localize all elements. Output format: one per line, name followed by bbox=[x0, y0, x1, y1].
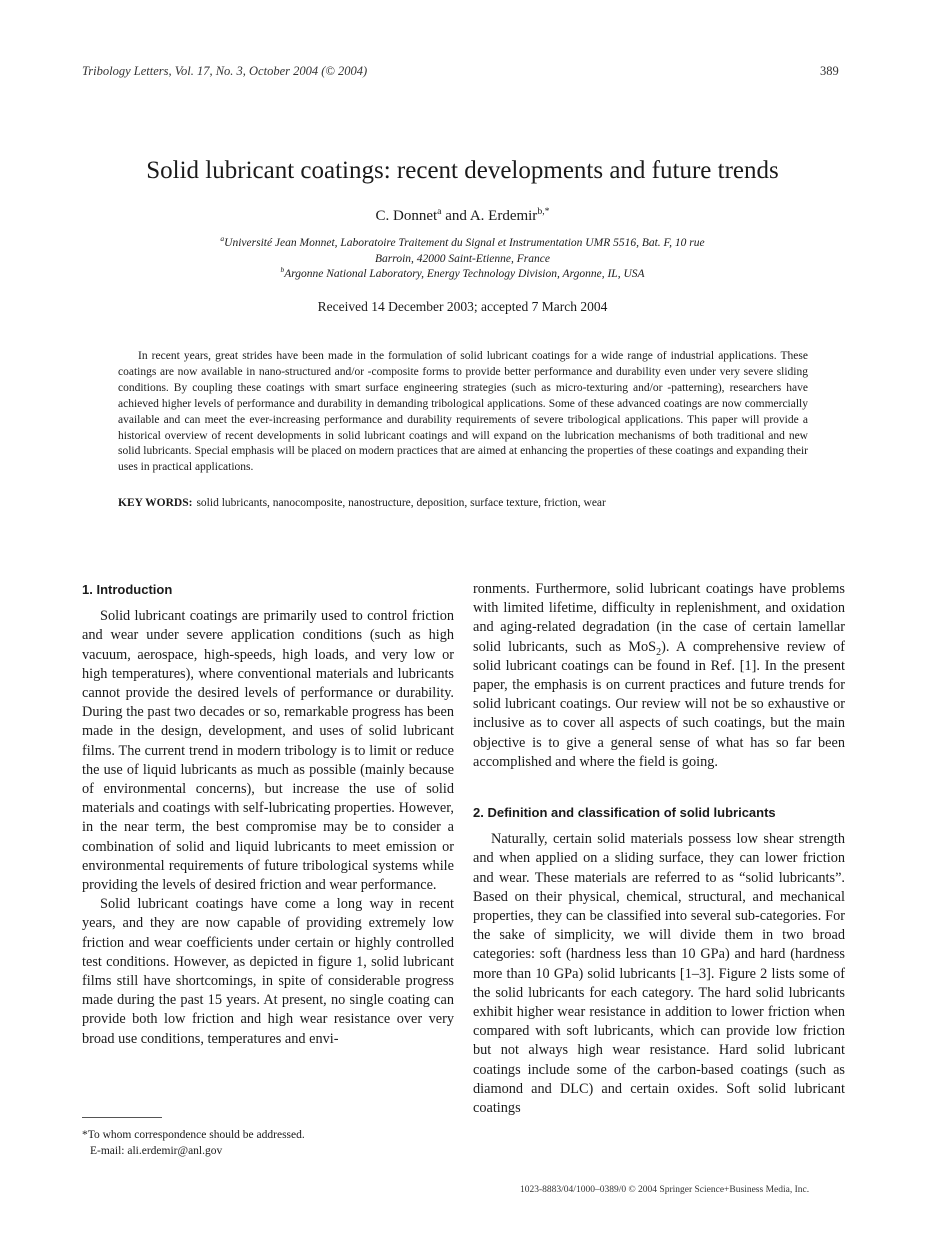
affiliation-a bbox=[110, 236, 815, 252]
intro-cont-text-2: ). A comprehensive review of solid lubricant coatings can be found in Ref. [1]. In the present paper, the emphasis is on current practices and future trends for solid lubricant coatings. Our review will not be so exhaustive or inclusive as to cover all aspects of such coatings, but the main objective is to give a general sense of what has so far been accomplished and where the field is going. bbox=[473, 638, 845, 770]
author-conjunction: and bbox=[441, 208, 470, 224]
section-heading-definition: 2. Definition and classification of solid lubricants bbox=[473, 805, 776, 821]
right-column bbox=[473, 580, 845, 1118]
author-1-affil: a bbox=[437, 206, 442, 217]
affil-a-line2: Barroin, 42000 Saint-Etienne, France bbox=[375, 252, 550, 265]
keywords bbox=[118, 497, 808, 509]
copyright-footer: 1023-8883/04/1000–0389/0 © 2004 Springer Science+Business Media, Inc. bbox=[520, 1185, 810, 1195]
affiliation-b bbox=[110, 267, 815, 283]
author-2: A. Erdemir bbox=[469, 208, 538, 224]
paragraph-intro-continued bbox=[473, 580, 845, 772]
left-column bbox=[82, 580, 454, 1049]
keywords-label: KEY WORDS: bbox=[118, 497, 193, 509]
footnote-divider bbox=[82, 1117, 162, 1118]
paragraph-intro-2: Solid lubricant coatings have come a long way in recent years, and they are now capable of providing extremely low friction and wear coefficients under certain or highly controlled test conditions. However, as depicted in figure 1, solid lubricant films still have shortcomings, in spite of considerable progress made during the past 15 years. At present, no single coating can provide both low friction and high wear resistance over very broad use conditions, temperatures and envi- bbox=[82, 896, 454, 1047]
affil-b-text: Argonne National Laboratory, Energy Technology Division, Argonne, IL, USA bbox=[284, 268, 645, 280]
affil-a-line1: Université Jean Monnet, Laboratoire Traitement du Signal et Instrumentation UMR 5516, Bat. F, 10 rue bbox=[224, 237, 705, 249]
author-2-affil: b,* bbox=[537, 206, 550, 217]
author-1: C. Donnet bbox=[375, 208, 438, 224]
affil-b-mark: b bbox=[280, 265, 285, 275]
paragraph-definition-1: Naturally, certain solid materials possess low shear strength and when applied on a sliding surface, they can lower friction and wear. These materials are referred to as “solid lubricants”. Based on their physical, chemical, structural, and mechanical properties, they can be classified into several sub-categories. For the sake of simplicity, we will divide them in two broad categories: soft (hardness less than 10 GPa) and hard (hardness more than 10 GPa) solid lubricants [1–3]. Figure 2 lists some of the solid lubricants for each category. The hard solid lubricants exhibit higher wear resistance in addition to lower friction when compared with soft lubricants, which can provide low friction but not always high wear resistance. Hard solid lubricant coatings include some of the carbon-based coatings (such as diamond and DLC) and certain oxides. Soft solid lubricant coatings bbox=[473, 831, 845, 1117]
received-dates: Received 14 December 2003; accepted 7 March 2004 bbox=[317, 299, 608, 314]
abstract: In recent years, great strides have been made in the formulation of solid lubricant coatings for a wide range of industrial applications. These coatings are now available in nano-structured and/or -composite forms to provide better performance and durability even under very severe sliding conditions. By coupling these coatings with smart surface engineering strategies (such as micro-texturing and/or -patterning), researchers have achieved higher levels of performance and durability in demanding tribological applications. Some of these advanced coatings are now commercially available and can meet the ever-increasing performance and durability requirements of severe tribological applications. This paper will provide a historical overview of recent developments in solid lubricant coatings and will expand on the lubrication mechanisms of both traditional and new solid lubricants. Special emphasis will be placed on modern practices that are aimed at enhancing the properties of these coatings and expanding their uses in practical applications. bbox=[118, 350, 808, 474]
footnote-email: E-mail: ali.erdemir@anl.gov bbox=[90, 1145, 223, 1157]
paper-title: Solid lubricant coatings: recent developments and future trends bbox=[146, 157, 779, 184]
paragraph-intro-1: Solid lubricant coatings are primarily used to control friction and wear under severe application conditions (such as high vacuum, aerospace, high-speeds, high loads, and very low or high temperatures), where conventional materials and lubricants cannot provide the desired levels of performance or durability. During the past two decades or so, remarkable progress has been made in the design, development, and uses of solid lubricant films. The current trend in modern tribology is to limit or reduce the use of liquid lubricants as much as possible (mainly because of environmental concerns), but increase the use of solid materials and coatings with self-lubricating properties. However, in the near term, the best compromise may be to consider a combination of solid and liquid lubricants to meet emission or environmental requirements of future tribological systems while providing the levels of desired friction and wear performance. bbox=[82, 608, 454, 894]
footnote-correspondence: *To whom correspondence should be addressed. bbox=[82, 1129, 305, 1141]
mos2-subscript: 2 bbox=[656, 646, 662, 658]
footnote bbox=[82, 1127, 305, 1159]
section-heading-introduction: 1. Introduction bbox=[82, 582, 173, 597]
authors bbox=[0, 208, 925, 225]
affiliations bbox=[110, 236, 815, 283]
keywords-text: solid lubricants, nanocomposite, nanostructure, deposition, surface texture, friction, wear bbox=[196, 497, 606, 509]
journal-header: Tribology Letters, Vol. 17, No. 3, October 2004 (© 2004) bbox=[82, 64, 368, 78]
intro-cont-text-1: ronments. Furthermore, solid lubricant coatings have problems with limited lifetime, difficulty in replenishment, and oxidation and aging-related degradation (in the case of certain lamellar solid lubricants, such as MoS bbox=[473, 581, 845, 655]
affil-a-mark: a bbox=[220, 234, 225, 244]
page-number: 389 bbox=[820, 64, 839, 78]
